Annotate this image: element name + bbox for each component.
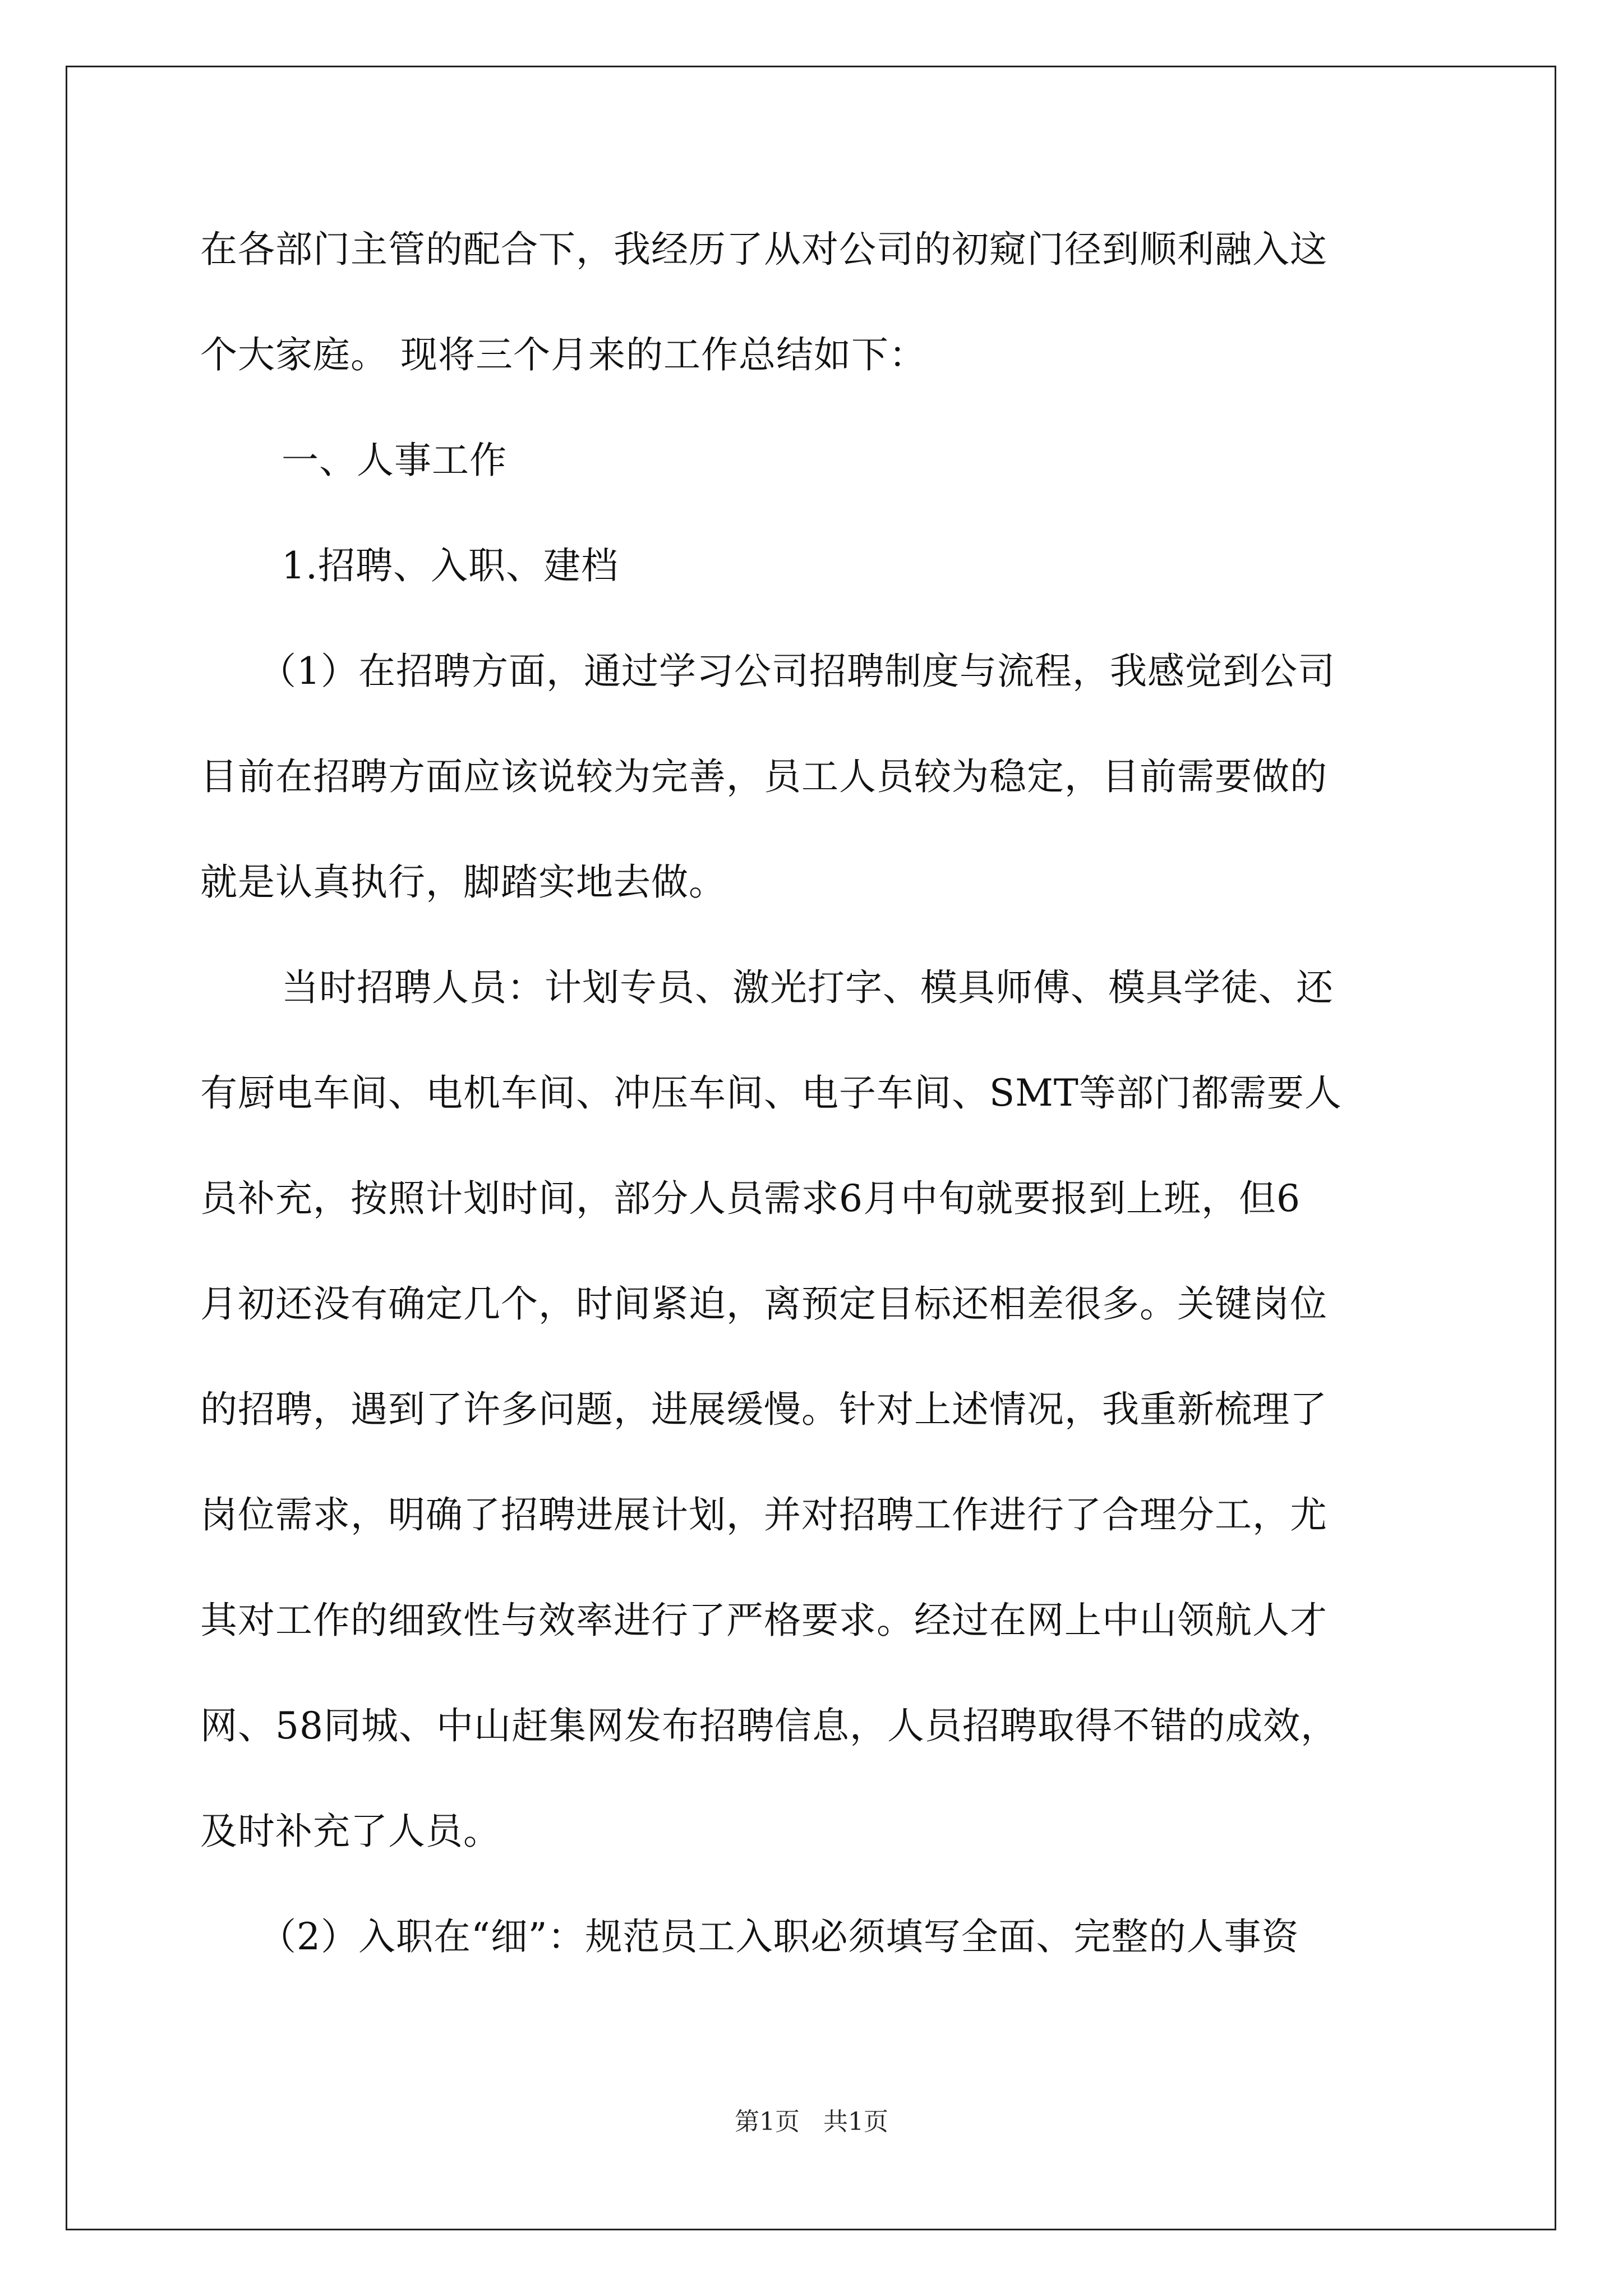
page-number: 第1页 共1页 bbox=[735, 2108, 888, 2136]
text-line: 的招聘，遇到了许多问题，进展缓慢。针对上述情况，我重新梳理了 bbox=[200, 1388, 1327, 1431]
text-line: 及时补充了人员。 bbox=[200, 1810, 501, 1853]
text-line: 在各部门主管的配合下，我经历了从对公司的初窥门径到顺利融入这 bbox=[200, 228, 1327, 271]
text-line: （2）入职在“细”：规范员工入职必须填写全面、完整的人事资 bbox=[259, 1915, 1299, 1958]
text-line: 就是认真执行，脚踏实地去做。 bbox=[200, 861, 726, 904]
text-line: 网、58同城、中山赶集网发布招聘信息，人员招聘取得不错的成效， bbox=[200, 1704, 1338, 1747]
text-line: 个大家庭。 现将三个月来的工作总结如下： bbox=[200, 333, 926, 376]
page-border bbox=[66, 66, 1556, 2230]
text-line: 其对工作的细致性与效率进行了严格要求。经过在网上中山领航人才 bbox=[200, 1599, 1327, 1642]
text-line: 有厨电车间、电机车间、冲压车间、电子车间、SMT等部门都需要人 bbox=[200, 1071, 1342, 1115]
text-line: （1）在招聘方面，通过学习公司招聘制度与流程，我感觉到公司 bbox=[259, 650, 1335, 693]
subsection-heading: 1.招聘、入职、建档 bbox=[282, 544, 619, 587]
section-heading: 一、人事工作 bbox=[282, 439, 507, 482]
text-line: 月初还没有确定几个，时间紧迫，离预定目标还相差很多。关键岗位 bbox=[200, 1282, 1327, 1326]
text-line: 员补充，按照计划时间，部分人员需求6月中旬就要报到上班，但6 bbox=[200, 1177, 1301, 1220]
text-line: 岗位需求，明确了招聘进展计划，并对招聘工作进行了合理分工，尤 bbox=[200, 1493, 1327, 1536]
text-line: 当时招聘人员：计划专员、激光打字、模具师傅、模具学徒、还 bbox=[282, 966, 1334, 1009]
text-line: 目前在招聘方面应该说较为完善，员工人员较为稳定，目前需要做的 bbox=[200, 755, 1327, 798]
